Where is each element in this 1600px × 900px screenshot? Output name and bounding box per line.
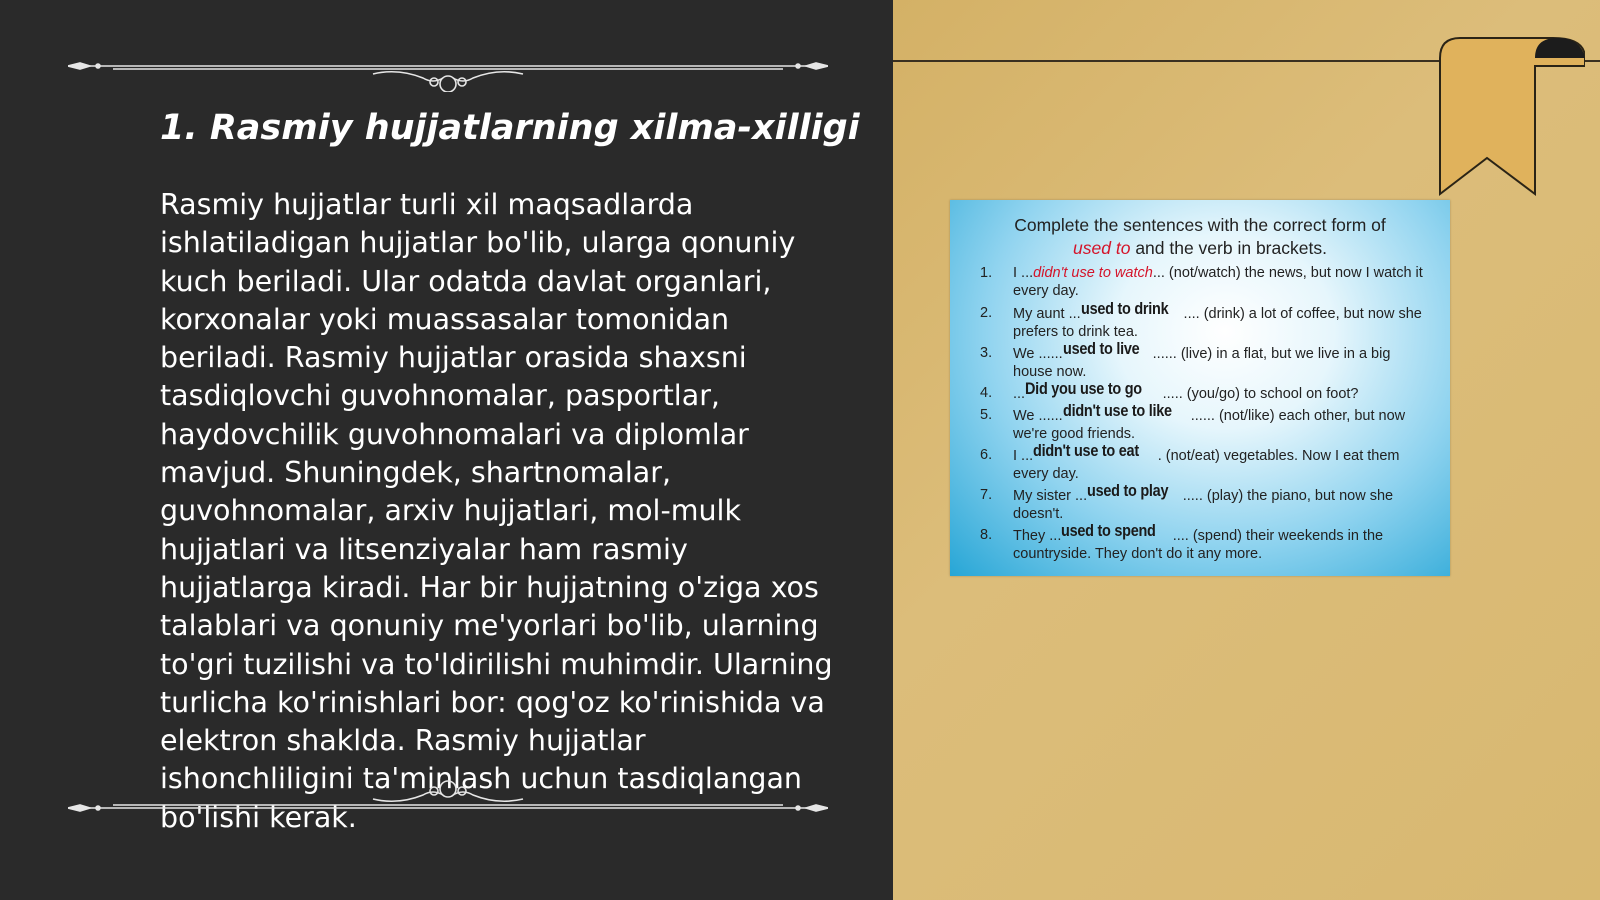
exercise-item (980, 339, 1440, 384)
exercise-title-part1: Complete the sentences with the correct form of (1014, 215, 1386, 235)
item-number: 5. (980, 407, 993, 423)
item-text (1013, 339, 1423, 381)
item-answer: used to drink (1080, 299, 1169, 318)
item-prefix: My aunt ... (1013, 306, 1081, 322)
slide-body-text: Rasmiy hujjatlar turli xil maqsadlarda ishlatiladigan hujjatlar bo'lib, ularga qonuniy kuch beriladi. Ular odatda davlat organlari, korxonalar yoki muassasalar tomonidan beriladi. Rasmiy hujjatlar orasida shaxsni tasdiqlovchi guvohnomalar, pasportlar, haydovchilik guvohnomalari va diplomlar mavjud. Shuningdek, shartnomalar, guvohnomalar, arxiv hujjatlari, mol-mulk hujjatlari va litsenziyalar ham rasmiy hujjatlarga kiradi. Har bir hujjatning o'ziga xos talablari va qonuniy me'yorlari bo'lib, ularning to'gri tuzilishi va to'ldirilishi muhimdir. Ularning turlicha ko'rinishlari bor: qog'oz ko'rinishida va elektron shaklda. Rasmiy hujjatlar ishonchliligini ta'minlash uchun tasdiqlangan bo'lishi kerak. (160, 188, 833, 834)
item-prefix: We ...... (1013, 346, 1063, 362)
item-text (1013, 401, 1423, 443)
item-suffix: .... (drink) a lot of coffee, but now she prefers to drink tea. (1013, 306, 1422, 340)
item-suffix: ...... (not/like) each other, but now we're good friends. (1013, 408, 1406, 442)
item-suffix: .... (spend) their weekends in the countryside. They don't do it any more. (1013, 528, 1384, 562)
item-number: 8. (980, 527, 993, 543)
item-number: 1. (980, 265, 993, 281)
item-number: 4. (980, 385, 993, 401)
item-answer: didn't use to like (1062, 401, 1172, 420)
item-prefix: I ... (1013, 265, 1034, 281)
exercise-title (970, 214, 1430, 260)
item-prefix: My sister ... (1013, 488, 1088, 504)
item-answer: Did you use to go (1025, 379, 1142, 398)
exercise-item (980, 441, 1440, 486)
item-prefix: I ... (1013, 448, 1034, 464)
item-suffix: ... (not/watch) the news, but now I watch it every day. (1013, 265, 1423, 299)
item-answer: didn't use to eat (1033, 441, 1140, 460)
item-text (1013, 441, 1423, 483)
item-answer: used to live (1062, 339, 1140, 358)
exercise-item (980, 481, 1440, 526)
item-prefix: We ...... (1013, 408, 1063, 424)
item-suffix: . (not/eat) vegetables. Now I eat them every day. (1013, 448, 1400, 482)
exercise-title-highlight: used to (1073, 238, 1131, 258)
item-number: 2. (980, 305, 993, 321)
item-text (1013, 521, 1423, 563)
item-answer: used to spend (1061, 521, 1157, 540)
exercise-title-part2: and the verb in brackets. (1135, 238, 1327, 258)
exercise-item (980, 401, 1440, 446)
item-suffix: ...... (live) in a flat, but we live in a big house now. (1013, 346, 1391, 380)
item-answer: didn't use to watch (1033, 265, 1153, 281)
exercise-item (980, 521, 1440, 566)
item-text (1013, 481, 1423, 523)
exercise-item (980, 379, 1440, 406)
exercise-image (950, 200, 1450, 576)
item-prefix: They ... (1013, 528, 1062, 544)
bottom-scroll-divider-icon (68, 775, 828, 825)
item-prefix: ... (1013, 386, 1026, 402)
item-number: 7. (980, 487, 993, 503)
item-suffix: ..... (play) the piano, but now she doesn't. (1013, 488, 1394, 522)
item-text (1013, 299, 1423, 341)
item-answer: used to play (1087, 481, 1169, 500)
item-number: 3. (980, 345, 993, 361)
exercise-list (980, 264, 1440, 566)
item-text (1013, 264, 1423, 300)
slide-title: 1. Rasmiy hujjatlarning xilma-xilligi (160, 108, 860, 148)
top-scroll-divider-icon (68, 42, 828, 92)
exercise-item (980, 264, 1440, 304)
bookmark-ribbon-icon (1435, 36, 1585, 201)
item-number: 6. (980, 447, 993, 463)
item-suffix: ..... (you/go) to school on foot? (1162, 386, 1359, 402)
exercise-item (980, 299, 1440, 344)
